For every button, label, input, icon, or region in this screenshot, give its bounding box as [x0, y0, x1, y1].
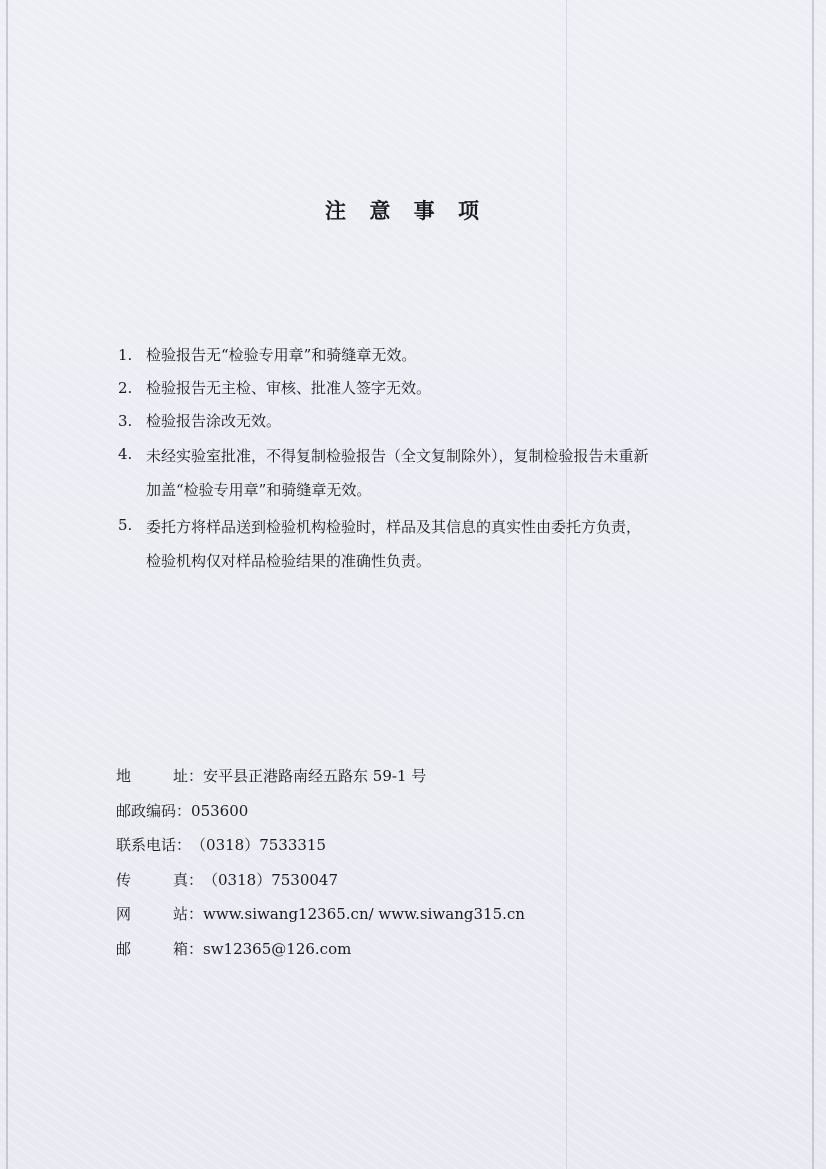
fold-line	[566, 0, 567, 1169]
note-item-3	[118, 406, 718, 436]
address-value: 安平县正港路南经五路东 59-1 号	[203, 767, 427, 785]
note-text: 委托方将样品送到检验机构检验时，样品及其信息的真实性由委托方负责， 检验机构仅对样品检验结果的准确性负责。	[146, 518, 642, 570]
contact-info	[116, 761, 676, 968]
note-number: 5.	[118, 516, 133, 534]
email-value: sw12365@126.com	[203, 939, 352, 958]
note-item-1	[118, 340, 718, 370]
website-value: www.siwang12365.cn/ www.siwang315.cn	[203, 905, 525, 923]
phone-value: （0318）7533315	[191, 836, 327, 854]
note-text: 检验报告无主检、审核、批准人签字无效。	[146, 379, 432, 397]
email-row: 邮 箱 ： sw12365@126.com	[116, 934, 676, 969]
fax-label: 传 真	[116, 870, 188, 889]
postcode-label: 邮政编码	[116, 801, 177, 820]
address-row: 地 址 ： 安平县正港路南经五路东 59-1 号	[116, 761, 676, 796]
website-label: 网 站	[116, 905, 188, 923]
email-label: 邮 箱	[116, 939, 188, 958]
note-text: 检验报告涂改无效。	[146, 412, 282, 430]
note-number: 4.	[118, 445, 133, 463]
note-item-5	[118, 510, 718, 578]
postcode-value: 053600	[191, 801, 249, 820]
note-number: 3.	[118, 412, 133, 430]
website-row: 网 站 ： www.siwang12365.cn/ www.siwang315.cn	[116, 899, 676, 934]
note-item-4	[118, 439, 718, 507]
note-text: 检验报告无“检验专用章”和骑缝章无效。	[146, 346, 417, 364]
note-item-2	[118, 373, 718, 403]
page-title: 注 意 事 项	[325, 198, 487, 223]
fax-row: 传 真 ： （0318）7530047	[116, 865, 676, 900]
fax-value: （0318）7530047	[203, 870, 338, 889]
scan-edge-left	[6, 0, 8, 1169]
note-number: 2.	[118, 379, 133, 397]
scan-edge-right	[812, 0, 814, 1169]
postcode-row: 邮政编码 ： 053600	[116, 796, 676, 831]
phone-row: 联系电话 ： （0318）7533315	[116, 830, 676, 865]
note-number: 1.	[118, 346, 133, 364]
note-text: 未经实验室批准，不得复制检验报告（全文复制除外），复制检验报告未重新 加盖“检验专用章”和骑缝章无效。	[146, 447, 649, 499]
phone-label: 联系电话	[116, 836, 177, 854]
address-label: 地 址	[116, 767, 188, 785]
notes-list	[118, 340, 718, 581]
